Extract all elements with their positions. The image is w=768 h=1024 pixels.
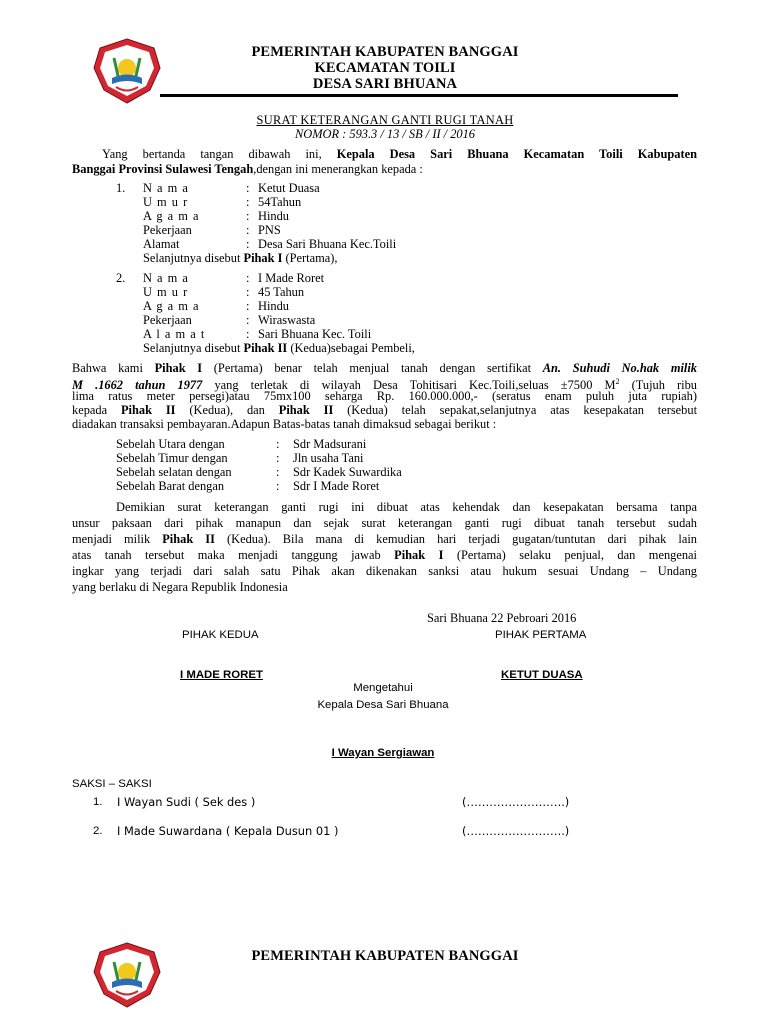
right-party-name: KETUT DUASA [501,669,583,681]
party1-field-value: Ketut Duasa [258,181,320,195]
party2-field-label: Pekerjaan [143,313,192,327]
party2-field-value: Wiraswasta [258,313,316,327]
party2-field-value: Sari Bhuana Kec. Toili [258,327,372,341]
party2-field-colon: : [246,299,250,313]
party2-field-label: A g a m a [143,299,200,313]
header-line-2: KECAMATAN TOILI [314,60,456,76]
left-party-name: I MADE RORET [180,669,263,681]
witness-number: 2. [93,825,103,837]
border-value: Sdr Kadek Suwardika [293,465,402,479]
closing-party: Pihak II [162,532,215,546]
party1-field-label: A g a m a [143,209,200,223]
village-head-title: Kepala Desa Sari Bhuana [317,699,449,711]
party1-field-colon: : [246,237,250,251]
body-party: Pihak II [278,403,334,417]
place-date: Sari Bhuana 22 Pebroari 2016 [427,611,577,625]
body-party: Pihak II [120,403,176,417]
body-text: Bahwa kami [72,361,155,375]
party2-field-label: N a m a [143,271,189,285]
witness-signature-line: (……………………..) [462,824,570,838]
body-line-5: diadakan transaksi pembayaran.Adapun Batas-batas tanah dimaksud sebagai berikut : [72,417,497,431]
emblem-logo [92,38,162,104]
border-colon: : [276,437,280,451]
party1-field-label: N a m a [143,181,189,195]
party2-field-value: 45 Tahun [258,285,305,299]
party2-number: 2. [116,271,126,285]
body-party: Pihak I [154,361,203,375]
intro-line-2 [72,162,423,176]
body-certificate: An. Suhudi No.hak milik [542,361,697,375]
party2-field-colon: : [246,271,250,285]
document-number: NOMOR : 593.3 / 13 / SB / II / 2016 [295,127,475,141]
witness-number: 1. [93,796,103,808]
party1-ref-text: Selanjutnya disebut [143,251,244,265]
party1-number: 1. [116,181,126,195]
acknowledge-label: Mengetahui [353,682,413,694]
party1-field-value: Desa Sari Bhuana Kec.Toili [258,237,397,251]
party1-ref-suffix: (Pertama), [282,251,338,265]
party1-field-colon: : [246,195,250,209]
party1-field-value: Hindu [258,209,289,223]
body-line-1 [72,361,697,375]
left-party-role: PIHAK KEDUA [182,629,259,641]
body-text: kepada [72,403,121,417]
closing-text: menjadi milik [72,532,163,546]
party2-field-label: U m u r [143,285,189,299]
party1-field-label: Pekerjaan [143,223,192,237]
border-label: Sebelah Utara dengan [116,437,225,451]
party1-field-label: Alamat [143,237,180,251]
party2-field-value: Hindu [258,299,289,313]
header-line-1: PEMERINTAH KABUPATEN BANGGAI [251,44,519,60]
page-2-header-line-1: PEMERINTAH KABUPATEN BANGGAI [251,948,519,964]
closing-text: (Pertama) selaku penjual, dan mengenai [443,548,697,562]
document-title: SURAT KETERANGAN GANTI RUGI TANAH [256,113,514,127]
body-line-3: lima ratus meter persegi)atau 75mx100 seharga Rp. 160.000.000,- (seratus enam puluh juta rupiah) [72,389,697,403]
party1-field-label: U m u r [143,195,189,209]
body-text: (Pertama) benar telah menjual tanah dengan sertifikat [202,361,543,375]
border-label: Sebelah selatan dengan [116,465,232,479]
closing-line-1: Demikian surat keterangan ganti rugi ini dibuat atas kehendak dan kesepakatan bersama tanpa [116,500,697,514]
intro-text-b: Kepala Desa Sari Bhuana Kecamatan Toili Kabupaten [336,147,697,161]
banggai-regency-emblem-icon [92,38,162,104]
emblem-logo-page-2 [92,942,162,1008]
party2-ref-party: Pihak II [243,341,288,355]
intro-text-a: Yang bertanda tangan dibawah ini, [102,147,322,161]
body-superscript: 2 [615,377,620,386]
witness-name: I Made Suwardana ( Kepala Dusun 01 ) [117,824,339,838]
party2-reference [143,341,415,355]
border-value: Sdr Madsurani [293,437,367,451]
witness-signature-line: (……………………..) [462,795,570,809]
border-value: Sdr I Made Roret [293,479,380,493]
closing-text: atas tanah tersebut maka menjadi tanggung jawab [72,548,395,562]
party1-ref-party: Pihak I [243,251,283,265]
border-colon: : [276,465,280,479]
village-head-name: I Wayan Sergiawan [331,747,435,759]
banggai-regency-emblem-icon [92,942,162,1008]
border-value: Jln usaha Tani [293,451,364,465]
closing-line-4 [72,548,697,562]
party2-field-label: A l a m a t [143,327,206,341]
closing-line-5: ingkar yang terjadi dari salah satu Pihak akan dikenakan sanksi atau hukum sesuai Undang – Undang [72,564,697,578]
border-colon: : [276,451,280,465]
witnesses-heading: SAKSI – SAKSI [72,778,152,790]
body-text: yang terletak di wilayah Desa Tohitisari Kec.Toili,seluas ±7500 M [202,378,616,393]
closing-party: Pihak I [394,548,444,562]
party2-ref-suffix: (Kedua)sebagai Pembeli, [287,341,415,355]
witness-name: I Wayan Sudi ( Sek des ) [117,795,256,809]
party1-reference [143,251,337,265]
party2-ref-text: Selanjutnya disebut [143,341,244,355]
header-line-3: DESA SARI BHUANA [312,76,458,92]
body-text: (Kedua), dan [175,403,279,417]
party2-field-value: I Made Roret [258,271,325,285]
party2-field-colon: : [246,285,250,299]
body-line-4 [72,403,697,417]
body-text: (Tujuh ribu [619,378,697,393]
body-certificate-number: M .1662 tahun 1977 [72,378,203,393]
party1-field-value: PNS [258,223,281,237]
party2-field-colon: : [246,327,250,341]
border-label: Sebelah Barat dengan [116,479,225,493]
header-rule [160,94,678,97]
border-colon: : [276,479,280,493]
border-label: Sebelah Timur dengan [116,451,228,465]
closing-text: (Kedua). Bila mana di kemudian hari terjadi gugatan/tuntutan dari pihak lain [214,532,697,546]
closing-line-6: yang berlaku di Negara Republik Indonesia [72,580,288,594]
intro-text-c: Banggai Provinsi Sulawesi Tengah [72,162,254,176]
party1-field-colon: : [246,181,250,195]
body-text: (Kedua) telah sepakat,selanjutnya atas kesepakatan tersebut [333,403,698,417]
intro-line-1 [102,147,697,161]
party1-field-colon: : [246,223,250,237]
right-party-role: PIHAK PERTAMA [495,629,587,641]
closing-line-2: unsur paksaan dari pihak manapun dan sejak surat keterangan ganti rugi dibuat tanah tersebut sudah [72,516,697,530]
closing-line-3 [72,532,697,546]
party2-field-colon: : [246,313,250,327]
intro-text-d: ,dengan ini menerangkan kepada : [253,162,423,176]
party1-field-value: 54Tahun [258,195,302,209]
party1-field-colon: : [246,209,250,223]
